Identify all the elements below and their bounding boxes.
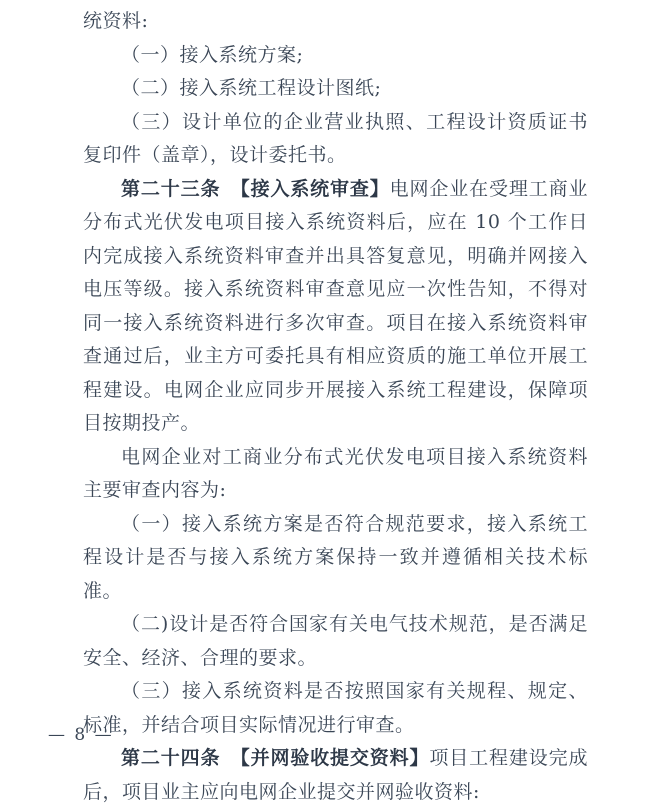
- body-text: 电网企业对工商业分布式光伏发电项目接入系统资料主要审查内容为:: [83, 445, 588, 501]
- paragraph: [83, 608, 588, 675]
- body-text: （一）接入系统方案;: [121, 43, 304, 66]
- body-text: （三）接入系统资料是否按照国家有关规程、规定、标准，并结合项目实际情况进行审查。: [83, 680, 588, 736]
- body-text: [220, 178, 240, 200]
- article-heading-text: 【并网验收提交资料】: [240, 747, 430, 769]
- page-number: — 8 —: [48, 725, 114, 745]
- body-text: 项目工程建设完成后，项目业主应向电网企业提交并网验收资料:: [83, 747, 588, 803]
- paragraph: [83, 508, 588, 609]
- paragraph: [83, 742, 588, 809]
- paragraph: [83, 72, 588, 106]
- article-heading-text: 【接入系统审查】: [240, 177, 390, 200]
- paragraph: [83, 441, 588, 508]
- article-heading-text: 第二十四条: [121, 747, 221, 769]
- body-text: 电网企业在受理工商业分布式光伏发电项目接入系统资料后，应在 10 个工作日内完成接入系统资料审查并出具答复意见，明确并网接入电压等级。接入系统资料审查意见应一次性告知，不得对同一接入系统资料进行多次审查。项目在接入系统资料审查通过后，业主方可委托具有相应资质的施工单位开展工程建设。电网企业应同步开展接入系统工程建设，保障项目按期投产。: [83, 177, 588, 434]
- paragraph: [83, 675, 588, 742]
- body-text: （二)设计是否符合国家有关电气技术规范，是否满足安全、经济、合理的要求。: [83, 613, 588, 669]
- body-text: （三）设计单位的企业营业执照、工程设计资质证书复印件（盖章），设计委托书。: [83, 110, 588, 166]
- paragraph: [83, 106, 588, 173]
- paragraph: [83, 5, 588, 39]
- body-text: 统资料:: [83, 10, 149, 32]
- paragraph: [83, 173, 588, 441]
- article-heading-text: 第二十三条: [121, 177, 221, 200]
- body-text: [220, 747, 240, 769]
- document-page-body: [83, 5, 588, 809]
- body-text: （二）接入系统工程设计图纸;: [121, 77, 382, 99]
- paragraph: [83, 39, 588, 73]
- body-text: （一）接入系统方案是否符合规范要求，接入系统工程设计是否与接入系统方案保持一致并遵循相关技术标准。: [83, 512, 588, 602]
